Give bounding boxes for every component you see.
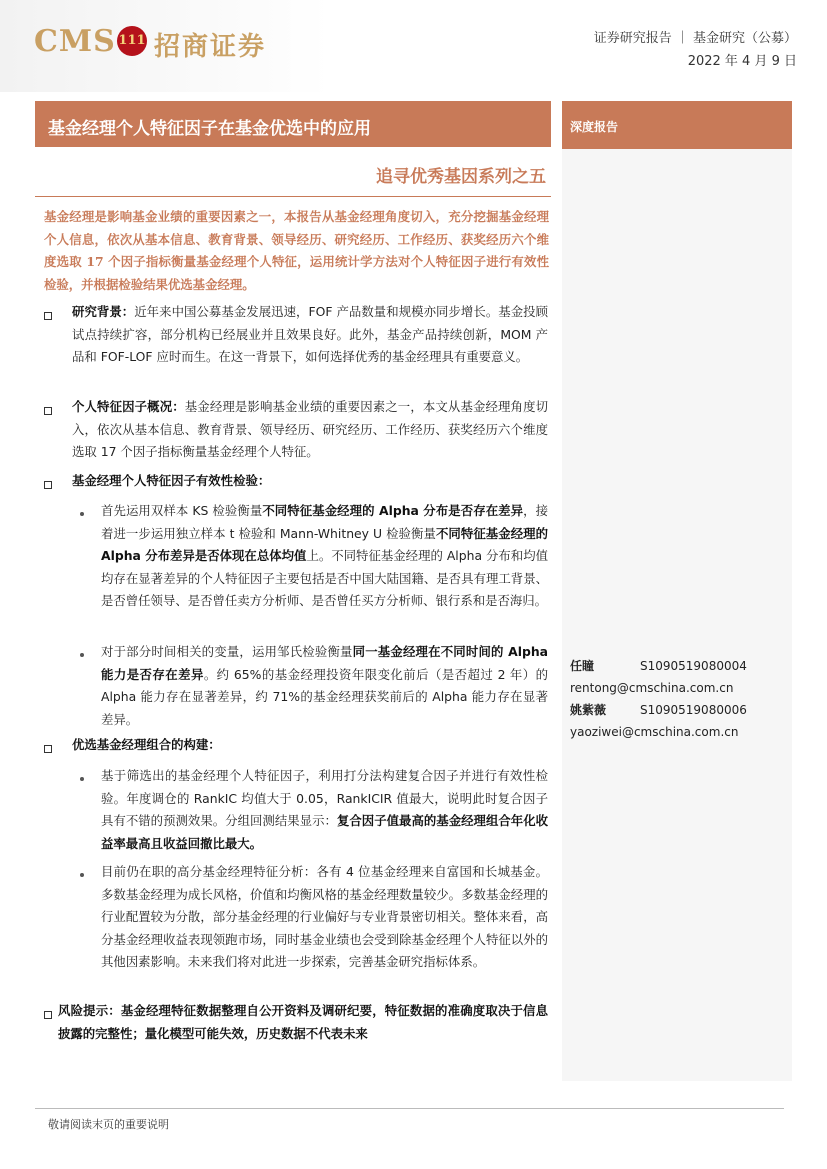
section-text: 近年来中国公募基金发展迅速，FOF 产品数量和规模亦同步增长。基金投顾试点持续扩容，部分机构已经展业并且效果良好。此外，基金产品持续创新，MOM 产品和 FOF-LOF 应时而生。在这一背景下，如何选择优秀的基金经理具有重要意义。 xyxy=(72,304,548,364)
side-column xyxy=(562,149,792,1081)
report-type: 证券研究报告 ｜ 基金研究（公募） xyxy=(593,31,797,46)
report-title: 基金经理个人特征因子在基金优选中的应用 xyxy=(48,119,371,139)
square-bullet-icon xyxy=(44,481,52,489)
square-bullet-icon xyxy=(44,407,52,415)
report-category-label: 深度报告 xyxy=(570,120,619,134)
author-license-id: S1090519080006 xyxy=(640,703,747,717)
author-email[interactable]: rentong@cmschina.com.cn xyxy=(570,681,734,695)
risk-text: 基金经理特征数据整理自公开资料及调研纪要，特征数据的准确度取决于信息披露的完整性；量化模型可能失效，历史数据不代表未来 xyxy=(58,1003,548,1041)
square-bullet-icon xyxy=(44,1011,52,1019)
author-name: 姚紫薇 xyxy=(570,703,607,717)
text-run: 基于筛选出的基金经理个人特征因子，利用打分法构建复合因子并进行有效性检验。年度调仓的 RankIC 均值大于 0.05，RankICIR 值最大，说明此时复合因子具有不错的预测效果。分组回测结果显示： xyxy=(101,768,548,828)
square-bullet-icon xyxy=(44,312,52,320)
text-run: 。约 65%的基金经理投资年限变化前后（是否超过 2 年）的 Alpha 能力存在显著差异，约 71%的基金经理获奖前后的 Alpha 能力存在显著差异。 xyxy=(101,666,548,727)
divider xyxy=(35,196,551,197)
bullet-dot-icon xyxy=(80,873,84,877)
risk-warning xyxy=(58,1000,548,1045)
section-overview xyxy=(72,396,548,464)
bullet-dot-icon xyxy=(80,777,84,781)
list-item: 目前仍在职的高分基金经理特征分析：各有 4 位基金经理来自富国和长城基金。多数基金经理为成长风格，价值和均衡风格的基金经理数量较少。多数基金经理的行业配置较为分散，部分基金经理的行业偏好与专业背景密切相关。整体来看，高分基金经理收益表现领跑市场，同时基金业绩也会受到除基金经理个人特征以外的其他因素影响。未来我们将对此进一步探索，完善基金研究指标体系。 xyxy=(101,864,548,969)
author-row xyxy=(570,655,790,677)
logo-cms: CMS xyxy=(34,24,116,59)
text-run-bold: 不同特征基金经理的 Alpha 分布是否存在差异 xyxy=(262,503,524,518)
text-run: 首先运用双样本 KS 检验衡量 xyxy=(101,503,263,518)
list-item xyxy=(101,641,548,731)
list-item xyxy=(101,765,548,855)
text-run: 上。不同特征基金经理的 Alpha 分布和均值均存在显著差异的个人特征因子主要包括是否中国大陆国籍、是否具有理工背景、是否曾任领导、是否曾任卖方分析师、是否曾任买方分析师、银行系和是否海归。 xyxy=(101,548,549,608)
author-name: 任瞳 xyxy=(570,659,595,673)
text-run: ，接着进一步运用独立样本 t 检验和 Mann-Whitney U 检验衡量 xyxy=(101,503,549,541)
summary-paragraph: 基金经理是影响基金业绩的重要因素之一，本报告从基金经理角度切入，充分挖掘基金经理个人信息，依次从基本信息、教育背景、领导经历、研究经历、工作经历、获奖经历六个维度选取 17 个因子指标衡量基金经理个人特征，运用统计学方法对个人特征因子进行有效性检验，并根据检验结果优选基金经理。 xyxy=(44,209,549,293)
section-heading: 研究背景： xyxy=(72,304,135,319)
author-license-id: S1090519080004 xyxy=(640,659,747,673)
report-subtitle: 追寻优秀基因系列之五 xyxy=(376,167,546,187)
text-run: 对于部分时间相关的变量，运用邹氏检验衡量 xyxy=(101,644,353,659)
report-date: 2022 年 4 月 9 日 xyxy=(687,54,797,69)
author-row xyxy=(570,699,790,721)
text-run-bold: 复合因子值最高的基金经理组合年化收益率最高且收益回撤比最大。 xyxy=(101,813,549,851)
author-block xyxy=(570,655,790,743)
square-bullet-icon xyxy=(44,745,52,753)
list-item xyxy=(101,500,548,613)
section-heading: 个人特征因子概况： xyxy=(72,399,185,414)
text-run-bold: 同一基金经理在不同时间的 Alpha 能力是否存在差异 xyxy=(101,644,549,682)
section-heading: 优选基金经理组合的构建： xyxy=(72,737,221,752)
section-background xyxy=(72,301,548,369)
logo-company-name: 招商证券 xyxy=(154,32,267,62)
bullet-dot-icon xyxy=(80,512,84,516)
risk-heading: 风险提示： xyxy=(58,1003,121,1018)
section-text: 基金经理是影响基金业绩的重要因素之一，本文从基金经理角度切入，依次从基本信息、教育背景、领导经历、研究经历、工作经历、获奖经历六个维度选取 17 个因子指标衡量基金经理个人特征。 xyxy=(72,399,549,459)
section-heading: 基金经理个人特征因子有效性检验： xyxy=(72,473,271,488)
footer-divider xyxy=(35,1108,784,1109)
bullet-dot-icon xyxy=(80,653,84,657)
text-run-bold: 不同特征基金经理的 Alpha 分布差异是否体现在总体均值 xyxy=(101,525,548,563)
footer-note: 敬请阅读末页的重要说明 xyxy=(48,1118,169,1131)
logo-badge-icon: 111 xyxy=(117,26,147,56)
author-email[interactable]: yaoziwei@cmschina.com.cn xyxy=(570,725,739,739)
